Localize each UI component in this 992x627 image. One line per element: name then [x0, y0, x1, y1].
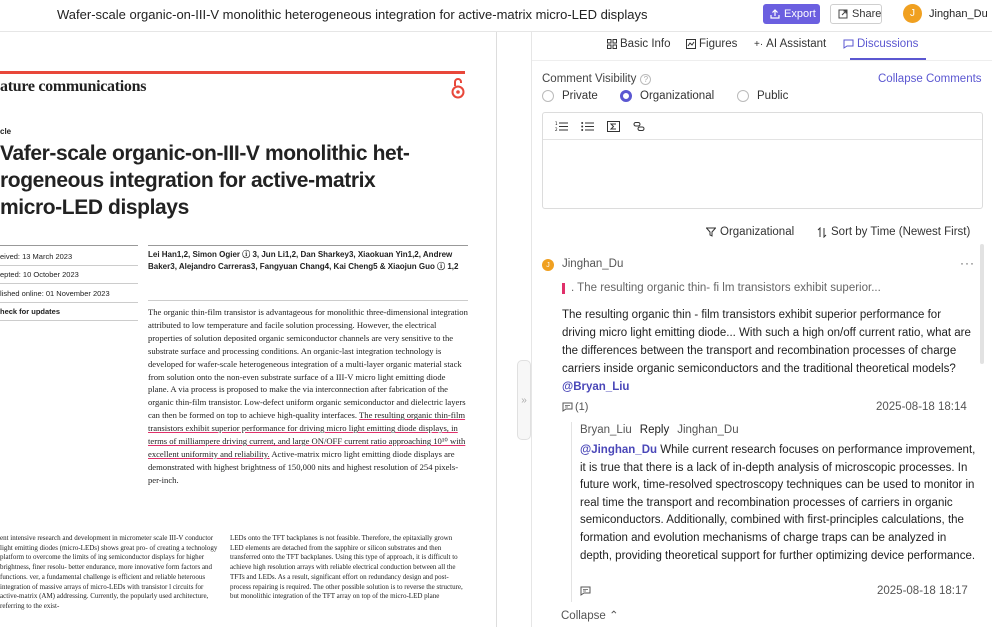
comment-author[interactable]: Jinghan_Du: [562, 258, 624, 270]
comment-icon[interactable]: [580, 586, 591, 596]
tab-figures[interactable]: [686, 38, 737, 50]
mention-link[interactable]: @Jinghan_Du: [580, 444, 658, 456]
chevron-right-icon: »: [521, 394, 527, 406]
comment-visibility-label: [542, 73, 651, 85]
divider: [543, 139, 982, 140]
more-options-icon[interactable]: ···: [960, 256, 975, 270]
tab-basic-info[interactable]: [607, 38, 671, 50]
bullet-list-icon[interactable]: [579, 119, 595, 133]
visibility-option-organizational[interactable]: [620, 90, 714, 102]
comment-body: [562, 306, 972, 396]
reply-header: [580, 424, 739, 436]
abstract-text: The organic thin-film transistor is advantageous for monolithic three-dimensional integration attributed to low temperature and facile solution processing. However, the electrical properties of solution deposited organic semiconductor channels are very sensitive to the substrate surface and processing conditions. An organic-last integration technology is developed for wafer-scale heterogeneous integration of a multi-layer organic material stack from solution onto the non-even substrate surface of a III-V micro light emitting diode plane. A via process is proposed to make the via interconnection after fabrication of the organic thin-film transistor. Low-defect uniform organic semiconductor and dielectric layers can then be formed on top to achieve high-quality interfaces.: [148, 307, 468, 421]
paper-title: [0, 140, 470, 221]
accepted-date: epted: 10 October 2023: [0, 270, 79, 279]
reply-timestamp: 2025-08-18 18:17: [877, 585, 968, 597]
paper-title-line: Vafer-scale organic-on-III-V monolithic het-: [0, 142, 410, 165]
tab-ai-assistant[interactable]: [754, 38, 826, 50]
sparkle-icon: +·: [754, 38, 764, 50]
paper-title-line: rogeneous integration for active-matrix: [0, 169, 376, 192]
visibility-option-private[interactable]: [542, 90, 598, 102]
radio-label: Private: [562, 90, 598, 102]
scrollbar[interactable]: [980, 244, 984, 364]
body-column-left: ent intensive research and development in micrometer scale III-V conductor light emitting diodes (micro-LEDs) shows great pro- of creating a technology platform to overcome the limits of ing semiconductor displays for higher brightness, finer resolu- better endurance, more innovative form factors and functions. ver, a fundamental challenge is efficient and reliable heteroous integration of massive arrays of micro-LEDs with transistor l circuits for active-matrix (AM) addressing. Currently, the popularly used architecture, referring to the exist-: [0, 534, 218, 610]
collapse-comments-button[interactable]: Collapse Comments: [878, 73, 982, 85]
side-panel: [531, 32, 992, 627]
comment-timestamp: 2025-08-18 18:14: [876, 401, 967, 413]
published-date: lished online: 01 November 2023: [0, 289, 110, 298]
grid-icon: [607, 39, 617, 49]
open-access-icon: [451, 77, 465, 99]
tab-discussions[interactable]: [843, 38, 918, 50]
sort-label: Sort by Time (Newest First): [831, 226, 971, 238]
scope-filter-button[interactable]: [706, 226, 794, 238]
reply-author[interactable]: Bryan_Liu: [580, 424, 632, 436]
journal-red-bar: [0, 71, 465, 74]
abstract-text: Active-matrix micro light emitting diode displays are demonstrated with highest brightness of 150,000 nits and highest resolution of 254 pixels-per-inch.: [148, 448, 459, 485]
formula-icon[interactable]: [605, 119, 621, 133]
reply-text: While current research focuses on performance improvement, it is true that there is a lack of in-depth analysis of microscopic processes. In future work, time-resolved spectroscopy techniques can be used to monitor in real time the transport and recombination processes of carriers in organic semiconductors. Additionally, combined with first-principles calculations, the formation and evolution mechanisms of charge traps can be analyzed in depth, providing theoretical support for further optimizing device performance.: [580, 444, 976, 562]
reply-target[interactable]: Jinghan_Du: [677, 424, 739, 436]
divider: [0, 265, 138, 266]
reply-count-button[interactable]: [562, 401, 588, 413]
article-type: cle: [0, 127, 12, 136]
share-button[interactable]: [830, 4, 882, 24]
export-button[interactable]: [763, 4, 820, 24]
author-list: Lei Han1,2, Simon Ogier ⓘ 3, Jun Li1,2, Dan Sharkey3, Xiaokuan Yin1,2, Andrew Baker3, Alejandro Carreras3, Fangyuan Chang4, Kai Cheng5 & Xiaojun Guo ⓘ 1,2: [148, 250, 459, 271]
tab-label: AI Assistant: [766, 38, 827, 50]
divider: [0, 302, 138, 303]
visibility-label-text: Comment Visibility: [542, 73, 637, 85]
paper-title-line: micro-LED displays: [0, 196, 189, 219]
radio-icon: [542, 90, 554, 102]
avatar: J: [903, 4, 922, 23]
chevron-up-icon: ⌃: [608, 610, 619, 622]
sort-icon: [817, 227, 827, 238]
top-bar: [0, 0, 992, 32]
help-icon[interactable]: ?: [640, 74, 651, 85]
journal-name: ature communications: [0, 78, 147, 95]
share-icon: [838, 9, 848, 19]
figure-icon: [686, 39, 696, 49]
export-icon: [770, 9, 780, 19]
collapse-replies-button[interactable]: [561, 608, 619, 622]
reply-count: (1): [575, 401, 589, 413]
divider: [0, 320, 138, 321]
sort-button[interactable]: [817, 226, 970, 238]
radio-selected-icon: [620, 90, 632, 102]
reply-thread: [571, 422, 981, 602]
tab-label: Discussions: [857, 38, 919, 50]
body-column-right: LEDs onto the TFT backplanes is not feasible. Therefore, the epitaxially grown LED elements are detached from the sapphire or silicon substrates and then transferred onto the TFT backplanes. Using this type of approach, it is difficult to achieve high resolution arrays with reliable electrical conduction between all the TFTs and LEDs. As a result, significant effort on redundancy design and post-process repairing is required. The other possible solution is to reverse the structure, but monolithic integration of the TFT array on top of the micro-LED plane: [230, 534, 463, 601]
share-label: Share: [852, 8, 882, 20]
comment-text: The resulting organic thin - film transistors exhibit superior performance for driving micro light emitting diode... With such a high on/off current ratio, what are the differences between the transport and recombination processes of charge carriers inside organic semiconductors and the traditional theoretical models?: [562, 309, 971, 375]
reply-word: Reply: [639, 424, 670, 436]
comment-editor[interactable]: [542, 112, 983, 209]
tab-label: Basic Info: [620, 38, 671, 50]
quoted-text[interactable]: . The resulting organic thin- fi lm transistors exhibit superior...: [571, 282, 881, 294]
quote-marker: [562, 283, 565, 294]
received-date: eived: 13 March 2023: [0, 252, 73, 261]
user-menu[interactable]: [903, 4, 988, 23]
radio-label: Organizational: [640, 90, 715, 102]
divider: [532, 60, 992, 61]
divider: [0, 283, 138, 284]
page-edge: [496, 32, 497, 627]
user-name: Jinghan_Du: [929, 7, 988, 20]
tab-label: Figures: [699, 38, 738, 50]
radio-label: Public: [757, 90, 789, 102]
mention-link[interactable]: @Bryan_Liu: [562, 381, 630, 393]
highlighted-text[interactable]: The resulting organic thin-film transistors exhibit superior performance for driving micro light emitting diode displays, in terms of milliampere driving current, and large ON/OFF current ratio approaching 10¹⁰ with excellent uniformity and reliability.: [148, 410, 466, 459]
svg-text:1: 1: [554, 120, 558, 126]
divider: [0, 245, 138, 246]
comment-icon: [562, 402, 573, 412]
chat-icon: [843, 39, 854, 49]
reply-body: [580, 442, 980, 565]
panel-resize-handle[interactable]: [517, 360, 531, 440]
divider: [148, 245, 468, 246]
svg-text:2: 2: [554, 126, 558, 132]
collapse-label: Collapse: [561, 610, 606, 622]
divider: [148, 300, 468, 301]
filter-icon: [706, 227, 716, 237]
pdf-viewer[interactable]: [0, 32, 500, 627]
document-title: Wafer-scale organic-on-III-V monolithic heterogeneous integration for active-matrix micro-LED displays: [57, 7, 648, 22]
abstract: [148, 306, 468, 487]
avatar: J: [542, 259, 554, 271]
tab-bar: [532, 32, 992, 60]
export-label: Export: [784, 8, 816, 20]
link-icon[interactable]: [631, 119, 647, 133]
check-updates-link[interactable]: heck for updates: [0, 307, 61, 316]
ordered-list-icon[interactable]: [553, 119, 569, 133]
visibility-option-public[interactable]: [737, 90, 788, 102]
radio-icon: [737, 90, 749, 102]
filter-label: Organizational: [720, 226, 795, 238]
